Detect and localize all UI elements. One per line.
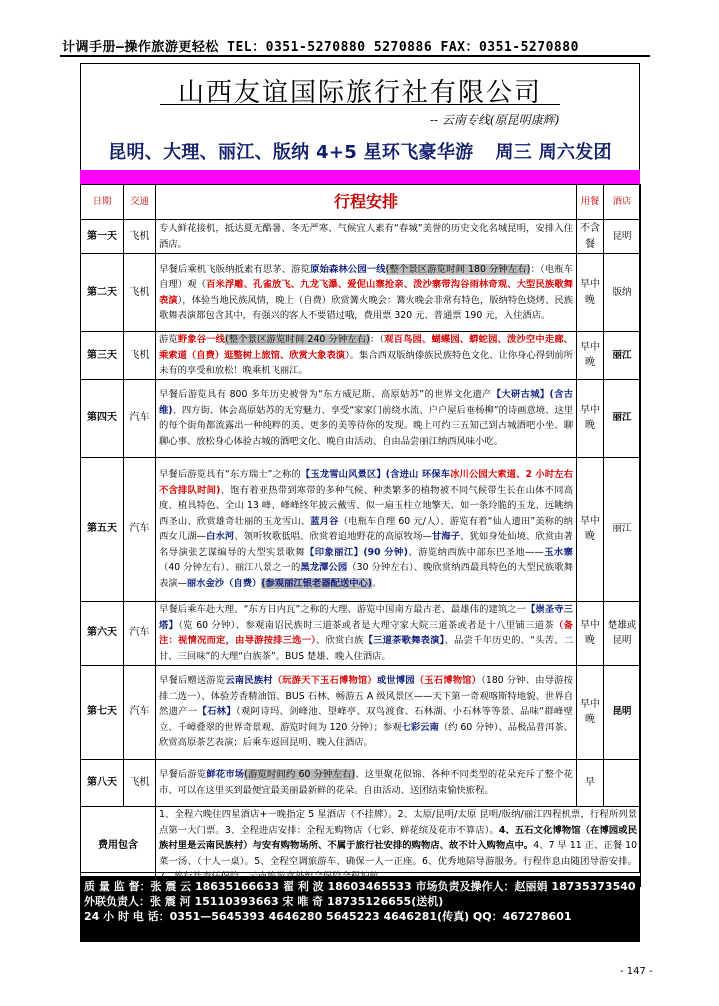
attraction-name: 【印象丽江】(90 分钟) [304,546,408,558]
tour-name: 昆明、大理、丽江、版纳 4+5 星环飞豪华游 [108,142,474,163]
hotel-cell: 昆明 [604,665,641,759]
header-contact-line: 计调手册—操作旅游更轻松 TEL：0351-5270880 5270886 FAX：0351-5270880 [62,40,579,55]
tour-title [80,138,640,164]
hotel-cell: 丽江 [604,379,641,457]
attraction-name: 野象谷一线 [177,334,226,345]
transport-cell: 汽车 [124,379,156,457]
page-number: - 147 - [620,966,653,977]
hotline-contacts: 24 小 时 电 话：0351—5645393 4646280 5645223 4646281(传真) QQ：467278601 [84,910,572,923]
plan-text: 游览 [159,334,178,345]
hotel-cell: 昆明 [604,220,641,254]
day-label: 第二天 [81,254,124,332]
highlight-text: （玩游天下玉石博物馆） [272,675,377,687]
meal-cell: 早 [577,759,604,806]
transport-cell: 飞机 [124,254,156,332]
meal-cell: 早中晚 [577,379,604,457]
meal-cell: 早中晚 [577,601,604,665]
supervision-contacts: 质 量 监 督：张 震 云 18635166633 翟 利 波 18603465533 市场负责及操作人：赵丽娟 18735373540 [84,880,636,893]
transport-cell: 飞机 [124,332,156,380]
header-transport: 交通 [124,185,156,220]
route-subtitle: -- 云南专线(原昆明康辉) [430,113,560,127]
title-accent-bar [80,170,640,184]
plan-text: ：（电瓶车自理）观（ [159,263,573,290]
day-label: 第五天 [81,457,124,601]
day-label: 第三天 [81,332,124,380]
plan-cell [156,332,577,380]
plan-text: 、饱有着亚热带到寒带的多种气候、种类繁多的植物被不同气候带生长在山体不同高度、植具特色、全山 13 峰、峰峰终年披云戴雪、似一扇玉柱立地擎天、如一条玲脆的玉龙、远眺纳西圣山、欣赏雄奇壮丽的玉龙雪山、 [159,484,573,527]
header-hotel: 酒店 [604,185,641,220]
day-label: 第一天 [81,220,124,254]
table-row [81,759,641,806]
attraction-name: 【三道茶歌舞表演】 [363,635,445,646]
highlight-text: 百米浮雕、孔雀放飞、九龙飞瀑、爱伲山寨抢亲、泼沙寨带沟谷雨林奇观、大型民族歌舞表演 [159,279,573,306]
table-row [81,665,641,759]
day-label: 第七天 [81,665,124,759]
plan-text: 。 [372,577,382,589]
fee-label: 费用包含 [81,806,156,886]
meal-cell: 不含餐 [577,220,604,254]
plan-text: 、四方街、体会高原姑苏的无穷魅力、享受“家家门前绕水流、户户屋后垂杨柳”的诗画意境、这里的每个街角都流露出一种纯粹的美、更多的美等待你的发现。晚上可约三五知己到古城酒吧小坐、聊聊心事、放松身心体验古城的酒吧文化、晚自由活动、自由品尝丽江纳西风味小吃。 [159,404,574,447]
hotel-cell [604,759,641,806]
plan-cell [156,601,577,665]
plan-text: （40 分钟左右）、丽江八景之一的 [159,562,301,573]
highlight-text: 冰川公园大索道、2 小时左右不含排队时间) [159,469,573,496]
plan-text: 、游览纳西族中部东巴圣地—— [407,546,544,558]
day-label: 第六天 [81,601,124,665]
attraction-name: 【崇圣寺三塔】 [159,604,573,631]
transport-cell: 汽车 [124,665,156,759]
attraction-name: 云南民族村 [225,675,273,687]
highlight-text: (参观丽江银老器配送中心) [261,577,373,589]
table-row [81,601,641,665]
table-row [81,332,641,380]
table-row [81,220,641,254]
header-plan: 行程安排 [156,185,577,220]
plan-text: 早餐后游览具有“东方瑞士”之称的 [159,469,301,480]
plan-text: （180 分钟、由导游按排二选一）、体验芳香精油馆、BUS 石林、畅游五 A 级风景区——天下第一奇观喀斯特地貌、世界自然遗产一 [159,675,573,718]
plan-cell [156,379,577,457]
company-name: 山西友谊国际旅行社有限公司 [177,78,542,108]
duration-note: (整个景区游览时间 180 分钟左右) [385,263,531,275]
attraction-name: 【石林】 [197,706,236,718]
meal-cell: 早中晚 [577,457,604,601]
plan-text: （观阿诗玛、剑峰池、望峰亭、双鸟渡食、石林湖、小石林等等景、品味“群峰壁立、千嶂叠翠的世界奇景观、游览时间为 120 分钟）；参观 [159,706,573,733]
plan-text: ），体验当地民族风情，晚上（自费）欣赏篝火晚会：篝火晚会非常有特色，版纳特色烧烤、民族歌舞表演都包含其中，有强兴的客人不要错过哦，费用票 320 元、普通票 190 元，入住酒店。 [159,294,573,321]
attraction-name: 或世博园 [376,675,415,687]
plan-text: （约 60 分钟）、品极品普洱茶、欣赏高原茶艺表演；后乘车返回昆明、晚入住酒店。 [159,721,573,749]
plan-cell [156,457,577,601]
fee-shopping-note: 4、五石文化博物馆（在博园或民族村里是云南民族村）与安有购物场所、不属于旅行社安排的购物店、故不计入购物点中。 [159,824,638,852]
attraction-name: 【大研古城】(含古维) [159,389,574,416]
transport-cell: 飞机 [124,759,156,806]
attraction-name: 黑龙潭公园 [300,562,348,573]
plan-text: 早餐后乘机飞版纳抵素有思茅、游览 [159,263,311,275]
attraction-name: 白水河 [205,531,235,542]
table-header-row [81,185,641,220]
meal-cell: 早中晚 [577,665,604,759]
plan-cell [156,254,577,332]
departure-days: 周三 周六发团 [495,142,612,163]
plan-text: 早餐后赠送游览 [159,675,226,687]
plan-text: 早餐后游览 [159,769,207,780]
fee-text: 1、全程六晚住四星酒店+一晚指定 5 星酒店（不挂牌）。2、太原/昆明/太原 昆明/版纳/丽江四程机票，行程所列景点第一大门票。3、全程进店安排：全程无购物店（七彩、鲜花缤及花市不算店）。 [159,809,637,836]
transport-cell: 飞机 [124,220,156,254]
transport-cell: 汽车 [124,457,156,601]
header-divider [60,55,650,57]
attraction-name: 【玉龙雪山风景区】(含进山 环保车 [300,469,451,480]
plan-text: （电瓶车自理 60 元/人）、游览有着“仙人遗田”美称的纳西女儿湖— [159,515,573,542]
duration-note: (整个景区游览时间 240 分钟左右) [225,334,370,345]
highlight-text: （备注：视情况而定，由导游按排三选一） [159,619,573,646]
fee-row [81,806,641,886]
attraction-name: 原始森林公园一线 [310,263,386,275]
duration-note: (游览时间约 60 分钟左右) [244,769,356,780]
table-row [81,254,641,332]
plan-text: 早餐后乘车赴大理、“东方日内瓦”之称的大理、游览中国南方最古老、最雄伟的建筑之一 [159,604,527,615]
plan-text: ）。集合西双版纳傣族民族特色文化、让你身心得到前所未有的享受和放松！晚乘机飞丽江。 [159,349,573,376]
attraction-name: 玉水寨 [543,546,573,558]
hotel-cell: 丽江 [604,332,641,380]
fee-text: 4、7 早 11 正、正餐 10 菜一汤、（十人一桌）。5、全程空调旅游车、确保一人一正座。6、优秀地陪导游服务。行程作息由随团导游安排。 [159,840,637,867]
table-row [81,457,641,601]
plan-text: ：（ [369,334,385,345]
meal-cell: 早中晚 [577,254,604,332]
fee-cell [156,806,641,886]
plan-text: 、欣赏白族 [316,635,364,646]
header-meal: 用餐 [577,185,604,220]
plan-text: 早餐后游览具有 800 多年历史被誉为“东方威尼斯、高原姑苏”的世界文化遗产 [159,389,492,400]
company-underline [160,104,560,105]
attraction-name: 丽水金沙（自费） [186,577,262,589]
transport-cell: 汽车 [124,601,156,665]
plan-cell [156,665,577,759]
table-row [81,379,641,457]
day-label: 第八天 [81,759,124,806]
plan-text: （30 分钟左右）、晚欣赏纳西最具特色的大型民族歌舞表演— [159,562,573,589]
meal-cell: 早中晚 [577,332,604,380]
attraction-name: 七彩云南 [401,721,439,733]
plan-text: 、犹如身处仙境、欣赏由著名导演张艺谋编导的大型实景歌舞 [159,531,573,558]
day-label: 第四天 [81,379,124,457]
hotel-cell: 版纳 [604,254,641,332]
header-date: 日期 [81,185,124,220]
plan-cell: 专人鲜花接机，抵达夏无酷暑、冬无严寒、气候宜人素有“春城”美誉的历史文化名城昆明，安排入住酒店。 [156,220,577,254]
attraction-name: 鲜花市场 [206,769,245,780]
hotel-cell: 楚雄或昆明 [604,601,641,665]
attraction-name: 蓝月谷 [310,515,339,527]
attraction-name: 甘海子 [431,531,461,542]
highlight-text: （玉石博物馆） [414,675,482,687]
plan-text: 、领听牧歌低唱、欣赏着追地野花的高原牧场— [234,531,432,542]
highlight-text: 观百鸟园、蝴蝶园、蟒蛇园、泼沙空中走廊、乘索道（自费）逛整树上旅馆、欣赏大象表演 [159,334,573,361]
hotel-cell: 丽江 [604,457,641,601]
liaison-contacts: 外联负责人：张 震 河 15110393663 宋 唯 奇 18735126655(送机) [84,895,444,908]
plan-text: （览 60 分钟）、参观南诏民族时三道茶或者是大理守家大院三道茶或者是十八里铺三道茶 [178,619,555,631]
contact-block [80,876,640,942]
plan-text: 、这里聚花似锦、各种不同类型的花朵充斥了整个花市、可以在这里买到最便宜最美丽最新鲜的花朵。自由活动、送团结束愉快旅程。 [159,769,573,796]
plan-text: 、品尝千年历史的、“头苦、二甘、三回味”的大理“白族茶”。BUS 楚雄、晚入住酒店。 [159,635,573,662]
itinerary-table [80,184,641,887]
plan-cell [156,759,577,806]
